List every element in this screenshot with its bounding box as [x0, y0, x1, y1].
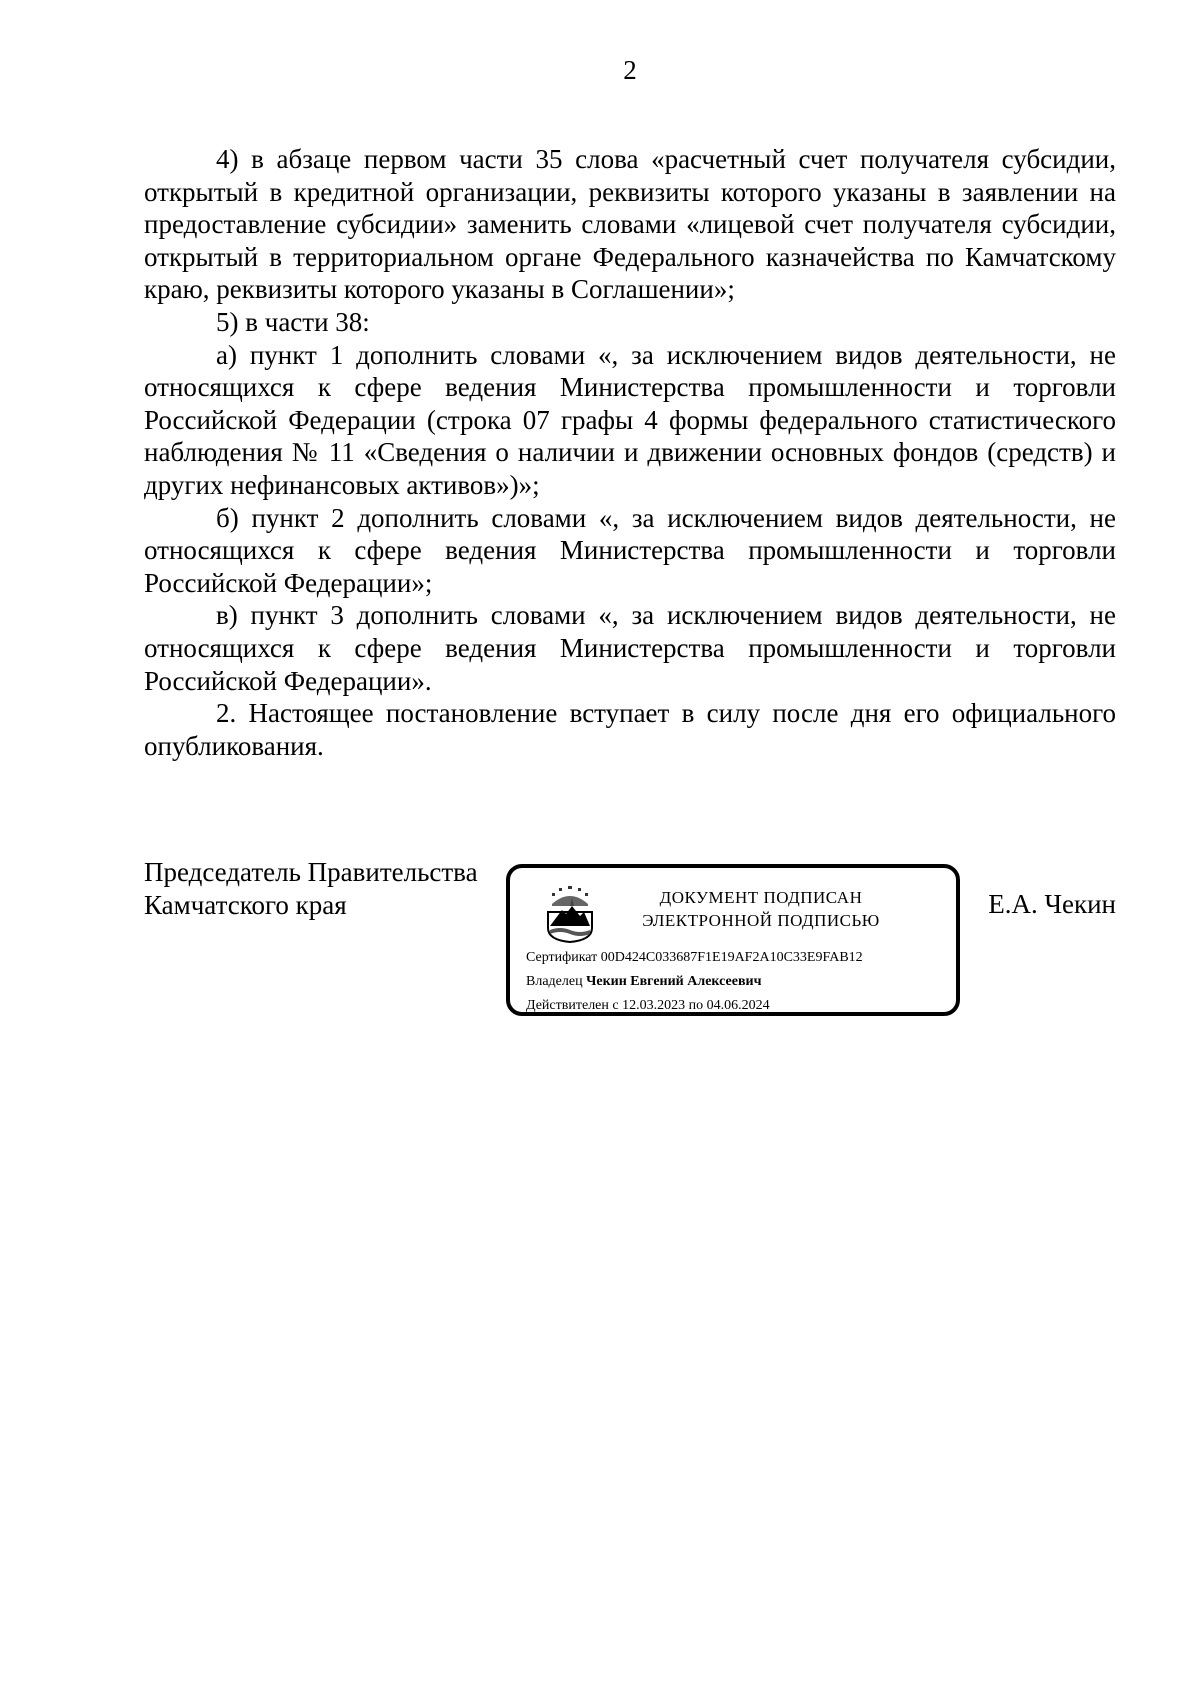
certificate-value: 00D424C033687F1E19AF2A10C33E9FAB12 — [600, 950, 863, 965]
owner-value: Чекин Евгений Алексеевич — [586, 974, 762, 989]
signatory-position — [144, 856, 504, 921]
certificate-row — [526, 946, 946, 970]
paragraph-subitem-b: б) пункт 2 дополнить словами «, за исключением видов деятельности, не относящихся к сфере ведения Министерства промышленности и торговли Российской Федерации»; — [144, 502, 1116, 598]
signatory-position-line1: Председатель Правительства — [144, 857, 478, 887]
paragraph-subitem-a: а) пункт 1 дополнить словами «, за исключением видов деятельности, не относящихся к сфере ведения Министерства промышленности и торговли Российской Федерации (строка 07 графы 4 формы федерального статистического наблюдения № 11 «Сведения о наличии и движении основных фондов (средств) и других нефинансовых активов»)»; — [144, 339, 1116, 500]
validity-row — [526, 994, 946, 1018]
document-body — [144, 143, 1116, 762]
valid-to-date: 04.06.2024 — [706, 998, 770, 1013]
owner-row — [526, 970, 946, 994]
paragraph-item-4: 4) в абзаце первом части 35 слова «расчетный счет получателя субсидии, открытый в кредитной организации, реквизиты которого указаны в заявлении на предоставление субсидии» заменить словами «лицевой счет получателя субсидии, открытый в территориальном органе Федерального казначейства по Камчатскому краю, реквизиты которого указаны в Соглашении»; — [144, 144, 1116, 305]
kamchatka-coat-of-arms-icon — [544, 884, 596, 944]
stamp-header-line1: ДОКУМЕНТ ПОДПИСАН — [659, 888, 863, 907]
owner-label: Владелец — [526, 974, 583, 989]
electronic-signature-stamp — [506, 864, 960, 1016]
stamp-header-line2: ЭЛЕКТРОННОЙ ПОДПИСЬЮ — [642, 911, 880, 930]
paragraph-clause-2: 2. Настоящее постановление вступает в силу после дня его официального опубликования. — [144, 698, 1116, 761]
valid-to-label: по — [688, 998, 704, 1013]
stamp-header — [606, 886, 916, 932]
valid-from-date: 12.03.2023 — [622, 998, 686, 1013]
paragraph-item-5: 5) в части 38: — [216, 306, 370, 337]
signatory-name: Е.А. Чекин — [988, 889, 1116, 919]
validity-label: Действителен — [526, 998, 609, 1013]
signatory-position-line2: Камчатского края — [144, 889, 347, 920]
valid-from-label: с — [612, 998, 619, 1013]
page-number: 2 — [623, 55, 637, 85]
paragraph-subitem-v: в) пункт 3 дополнить словами «, за исключением видов деятельности, не относящихся к сфере ведения Министерства промышленности и торговли Российской Федерации». — [144, 600, 1116, 696]
stamp-details — [526, 946, 946, 1018]
certificate-label: Сертификат — [526, 950, 598, 965]
